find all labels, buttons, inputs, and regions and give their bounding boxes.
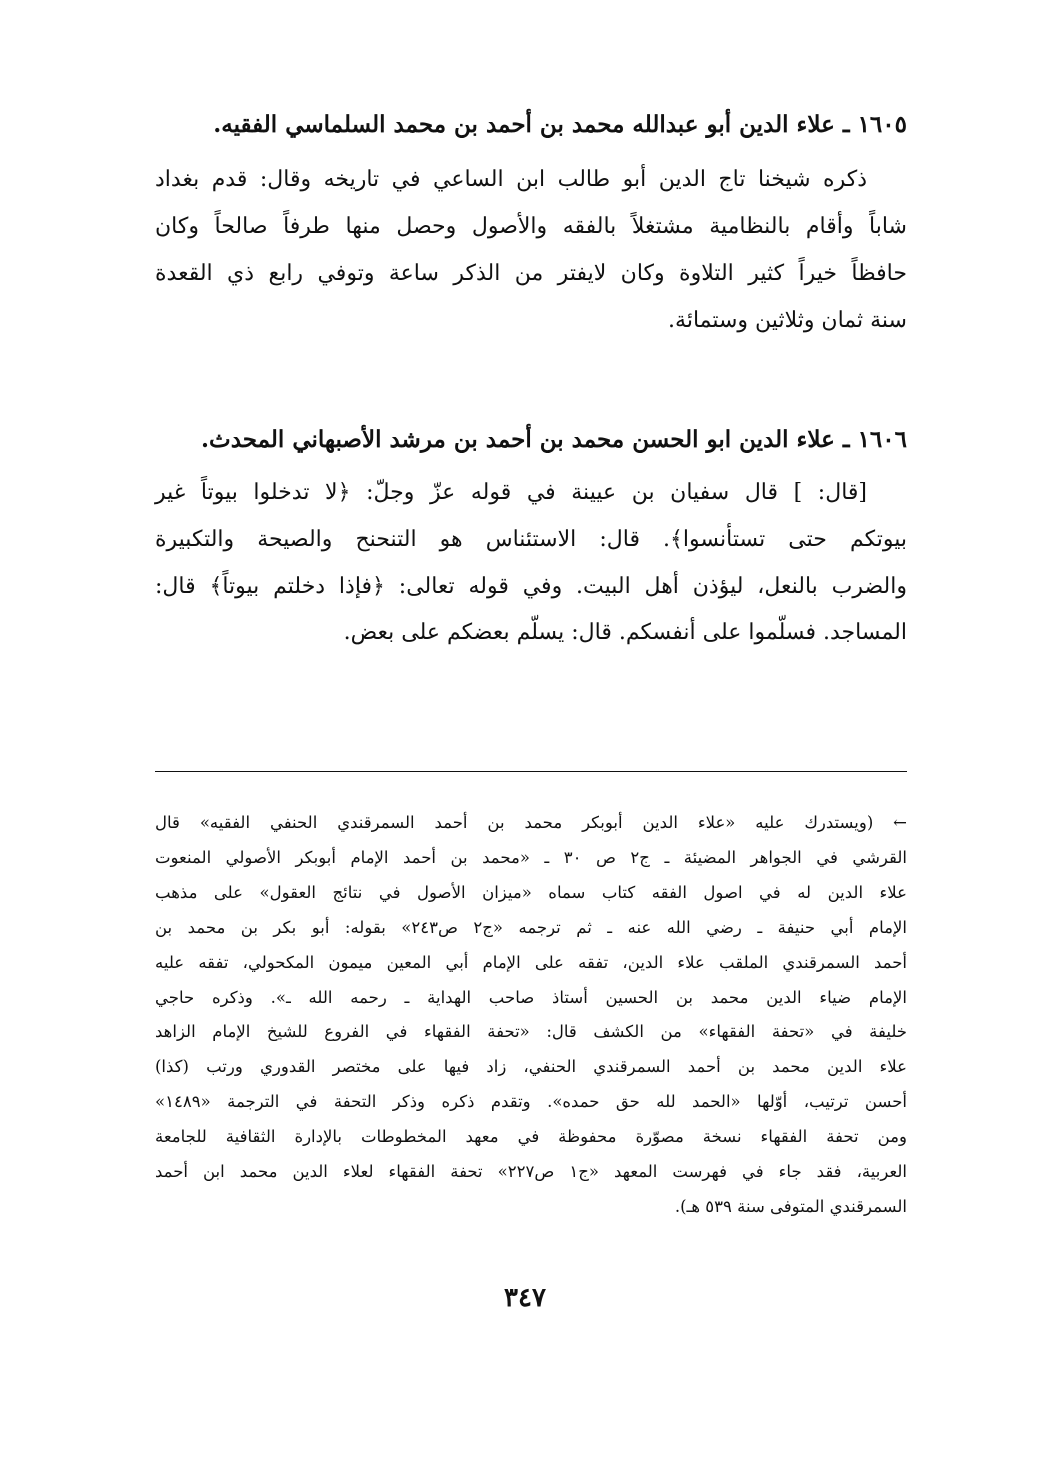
body-line: المساجد. فسلّموا على أنفسكم. قال: يسلّم بعضكم على بعض. xyxy=(343,620,907,645)
footnote-line: القرشي في الجواهر المضيئة ـ ج٢ ص ٣٠ ـ «محمد بن أحمد الإمام أبوبكر الأصولي المنعوت xyxy=(155,848,907,867)
footnote-line: أحمد السمرقندي الملقب علاء الدين، تفقه على الإمام أبي المعين ميمون المكحولي، تفقه عليه xyxy=(155,953,907,972)
page-number: ٣٤٧ xyxy=(504,1283,546,1313)
footnote-line: الإمام أبي حنيفة ـ رضي الله عنه ـ ثم ترجمه «ج٢ ص٢٤٣» بقوله: أبو بكر بن محمد بن xyxy=(155,918,907,937)
body-line: بيوتكم حتى تستأنسوا﴾. قال: الاستئناس هو التنحنح والصيحة والتكبيرة xyxy=(155,527,907,552)
entry-heading: ١٦٠٥ ـ علاء الدين أبو عبدالله محمد بن أحمد بن محمد السلماسي الفقيه. xyxy=(213,111,907,138)
body-line: حافظاً خيراً كثير التلاوة وكان لايفتر من الذكر ساعة وتوفي رابع ذي القعدة xyxy=(155,261,907,286)
footnote-line: علاء الدين محمد بن أحمد السمرقندي الحنفي، زاد فيها على مختصر القدوري ورتب (كذا) xyxy=(155,1057,907,1076)
footnote-line: علاء الدين له في اصول الفقه كتاب سماه «ميزان الأصول في نتائج العقول» على مذهب xyxy=(155,883,907,902)
body-line: سنة ثمان وثلاثين وستمائة. xyxy=(668,308,907,333)
footnote-line: العربية، فقد جاء في فهرست المعهد «ج١ ص٢٢٧» تحفة الفقهاء لعلاء الدين محمد ابن أحمد xyxy=(155,1162,908,1181)
footnote-line: ومن تحفة الفقهاء نسخة مصوّرة محفوظة في معهد المخطوطات بالإدارة الثقافية للجامعة xyxy=(155,1127,907,1146)
body-line: ذكره شيخنا تاج الدين أبو طالب ابن الساعي في تاريخه وقال: قدم بغداد xyxy=(155,167,867,192)
footnote-line: أحسن ترتيب، أوّلها «الحمد لله حق حمده». وتقدم ذكره وذكر التحفة في الترجمة «١٤٨٩» xyxy=(155,1092,907,1111)
body-line: والضرب بالنعل، ليؤذن أهل البيت. وفي قوله تعالى: ﴿فإذا دخلتم بيوتاً﴾ قال: xyxy=(155,574,907,599)
body-line: شاباً وأقام بالنظامية مشتغلاً بالفقه والأصول وحصل منها طرفاً صالحاً وكان xyxy=(155,214,907,239)
body-line: [قال: ] قال سفيان بن عيينة في قوله عزّ وجلّ: ﴿لا تدخلوا بيوتاً غير xyxy=(155,480,867,505)
entry-heading: ١٦٠٦ ـ علاء الدين ابو الحسن محمد بن أحمد بن مرشد الأصبهاني المحدث. xyxy=(201,426,907,453)
footnote-line: السمرقندي المتوفى سنة ٥٣٩ هـ). xyxy=(674,1197,907,1216)
footnote-divider xyxy=(155,771,907,772)
footnote-line: الإمام ضياء الدين محمد بن الحسين أستاذ صاحب الهداية ـ رحمه الله ـ». وذكره حاجي xyxy=(155,988,907,1007)
footnote-line: ← (ويستدرك عليه «علاء الدين أبوبكر محمد بن أحمد السمرقندي الحنفي الفقيه» قال xyxy=(155,813,907,832)
footnote-line: خليفة في «تحفة الفقهاء» من الكشف قال: «تحفة الفقهاء في الفروع للشيخ الإمام الزاهد xyxy=(155,1022,907,1041)
